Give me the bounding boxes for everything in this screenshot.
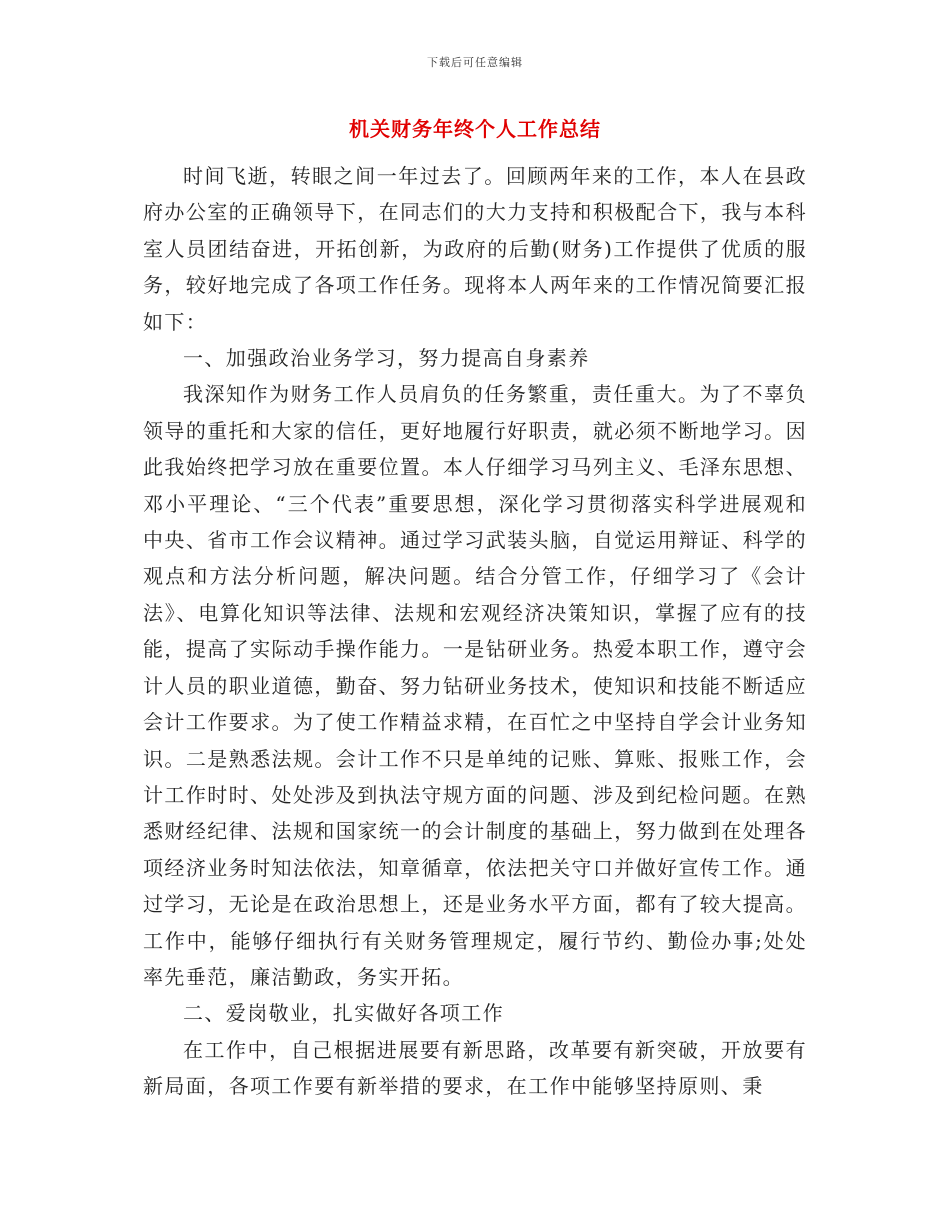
- document-title: 机关财务年终个人工作总结: [349, 117, 601, 141]
- document-body: [143, 158, 807, 1105]
- header-note: 下载后可任意编辑: [427, 56, 523, 69]
- paragraph-section-2: 在工作中，自己根据进展要有新思路，改革要有新突破，开放要有新局面，各项工作要有新举措的要求，在工作中能够坚持原则、秉: [143, 1037, 807, 1099]
- section-heading-1: 一、加强政治业务学习，努力提高自身素养: [183, 346, 590, 371]
- paragraph-intro: 时间飞逝，转眼之间一年过去了。回顾两年来的工作，本人在县政府办公室的正确领导下，在同志们的大力支持和积极配合下，我与本科室人员团结奋进，开拓创新，为政府的后勤(财务)工作提供了优质的服务，较好地完成了各项工作任务。现将本人两年来的工作情况简要汇报如下：: [143, 164, 807, 334]
- section-heading-2: 二、爱岗敬业，扎实做好各项工作: [183, 1001, 504, 1026]
- paragraph-section-1: 我深知作为财务工作人员肩负的任务繁重，责任重大。为了不辜负领导的重托和大家的信任，更好地履行好职责，就必须不断地学习。因此我始终把学习放在重要位置。本人仔细学习马列主义、毛泽东思想、邓小平理论、“三个代表”重要思想，深化学习贯彻落实科学进展观和中央、省市工作会议精神。通过学习武装头脑，自觉运用辩证、科学的观点和方法分析问题，解决问题。结合分管工作，仔细学习了《会计法》、电算化知识等法律、法规和宏观经济决策知识，掌握了应有的技能，提高了实际动手操作能力。一是钻研业务。热爱本职工作，遵守会计人员的职业道德，勤奋、努力钻研业务技术，使知识和技能不断适应会计工作要求。为了使工作精益求精，在百忙之中坚持自学会计业务知识。二是熟悉法规。会计工作不只是单纯的记账、算账、报账工作，会计工作时时、处处涉及到执法守规方面的问题、涉及到纪检问题。在熟悉财经纪律、法规和国家统一的会计制度的基础上，努力做到在处理各项经济业务时知法依法，知章循章，依法把关守口并做好宣传工作。通过学习，无论是在政治思想上，还是业务水平方面，都有了较大提高。工作中，能够仔细执行有关财务管理规定，履行节约、勤俭办事;处处率先垂范，廉洁勤政，务实开拓。: [143, 382, 807, 989]
